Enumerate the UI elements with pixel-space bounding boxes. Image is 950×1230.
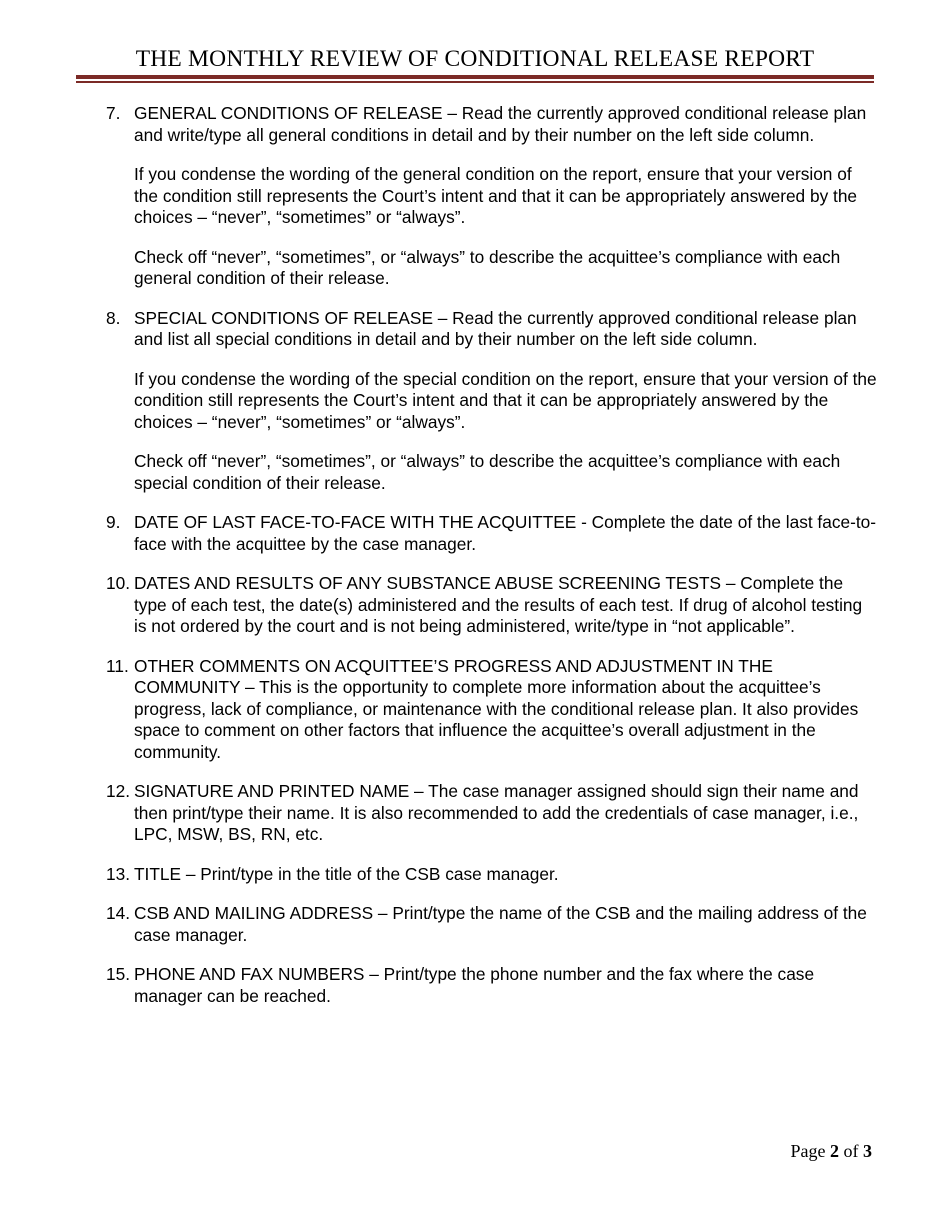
item-number: 11. [106,655,129,676]
item-number: 9. [106,512,121,532]
header-divider-thin [76,81,874,83]
item-paragraph: DATES AND RESULTS OF ANY SUBSTANCE ABUSE SCREENING TESTS – Complete the type of each test, the date(s) administered and the results of each test. If drug of alcohol testing is not ordered by the court and is not being administered, write/type in “not applicable”. [134,573,863,636]
list-item [106,573,878,638]
list-item [106,308,878,495]
item-paragraph: If you condense the wording of the special condition on the report, ensure that your version of the condition still represents the Court’s intent and that it can be appropriately answered by the choices – “never”, “sometimes” or “always”. [134,368,877,432]
list-item [106,903,878,946]
item-number: 14. [106,903,131,923]
item-paragraph: CSB AND MAILING ADDRESS – Print/type the name of the CSB and the mailing address of the case manager. [134,903,867,945]
item-paragraph: Check off “never”, “sometimes”, or “always” to describe the acquittee’s compliance with each general condition of their release. [134,246,841,288]
list-item [106,512,878,555]
page-total: 3 [863,1141,872,1161]
list-item [106,781,878,846]
list-item [106,964,878,1007]
item-paragraph: PHONE AND FAX NUMBERS – Print/type the phone number and the fax where the case manager can be reached. [134,964,815,1006]
item-number: 10. [106,573,131,593]
item-paragraph: If you condense the wording of the general condition on the report, ensure that your version of the condition still represents the Court’s intent and that it can be appropriately answered by the choices – “never”, “sometimes” or “always”. [134,164,858,227]
item-number: 7. [106,103,121,123]
item-paragraph: Check off “never”, “sometimes”, or “always” to describe the acquittee’s compliance with each special condition of their release. [134,451,841,493]
list-item [106,656,878,764]
instructions-list [106,103,878,1025]
item-number: 15. [106,964,131,984]
page-title: THE MONTHLY REVIEW OF CONDITIONAL RELEASE REPORT [135,46,815,72]
page-current: 2 [830,1141,839,1161]
of-word: of [843,1141,859,1161]
item-paragraph: SPECIAL CONDITIONS OF RELEASE – Read the currently approved conditional release plan and list all special conditions in detail and by their number on the left side column. [134,307,857,349]
item-number: 12. [106,781,131,801]
page-number [791,1141,873,1162]
item-number: 13. [106,863,131,884]
list-item [106,864,878,886]
list-item [106,103,878,290]
item-paragraph: DATE OF LAST FACE-TO-FACE WITH THE ACQUITTEE - Complete the date of the last face-to-face with the acquittee by the case manager. [134,512,877,554]
item-number: 8. [106,307,121,328]
item-paragraph: GENERAL CONDITIONS OF RELEASE – Read the currently approved conditional release plan and write/type all general conditions in detail and by their number on the left side column. [134,103,867,145]
item-paragraph: SIGNATURE AND PRINTED NAME – The case manager assigned should sign their name and then print/type their name. It is also recommended to add the credentials of case manager, i.e., LPC, MSW, BS, RN, etc. [134,781,859,844]
header-divider [76,75,874,79]
item-paragraph: TITLE – Print/type in the title of the CSB case manager. [134,863,559,884]
page-word: Page [790,1141,826,1161]
item-paragraph: OTHER COMMENTS ON ACQUITTEE’S PROGRESS AND ADJUSTMENT IN THE COMMUNITY – This is the opportunity to complete more information about the acquittee’s progress, lack of compliance, or maintenance with the conditional release plan. It also provides space to comment on other factors that influence the acquittee’s overall adjustment in the community. [134,655,859,762]
